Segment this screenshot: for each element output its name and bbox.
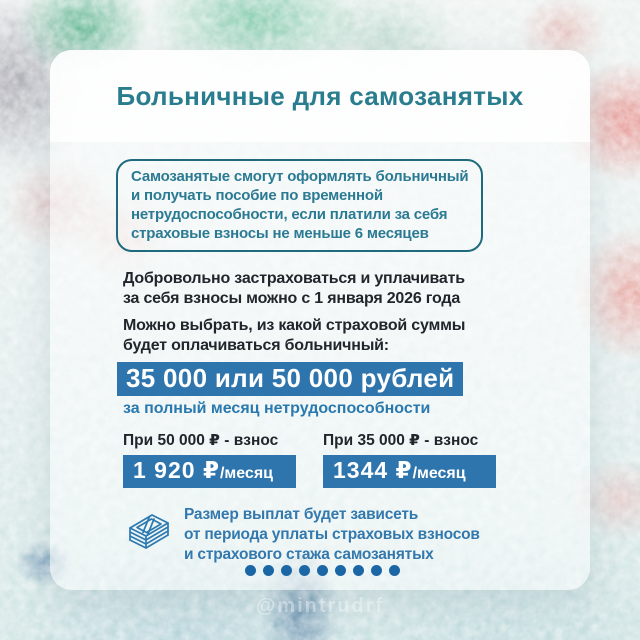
option-label: При 50 000 ₽ - взнос xyxy=(123,432,279,449)
voluntary-insurance-paragraph: Добровольно застраховаться и уплачивать за себя взносы можно с 1 января 2026 года xyxy=(123,270,465,307)
card-body xyxy=(50,142,590,590)
amount-suffix: /месяц xyxy=(412,465,466,482)
option-35000 xyxy=(323,431,496,488)
contribution-options xyxy=(123,431,522,488)
amount-value: 1 920 ₽ xyxy=(133,457,220,483)
sum-highlight-subtitle: за полный месяц нетрудоспособности xyxy=(123,400,431,417)
pagination-dot[interactable] xyxy=(263,565,274,576)
amount-suffix: /месяц xyxy=(219,465,273,482)
info-box-line: страховые взносы не меньше 6 месяцев xyxy=(131,225,429,242)
pagination-dots xyxy=(123,565,522,576)
pagination-dot[interactable] xyxy=(245,565,256,576)
option-amount-badge xyxy=(323,455,496,488)
payout-note xyxy=(123,505,522,565)
watermark: @mintrudrf xyxy=(255,595,385,617)
eligibility-info-box xyxy=(116,159,483,252)
payout-note-text: Размер выплат будет зависеть от периода уплаты страховых взносов и страхового стажа самозанятых xyxy=(184,506,480,563)
sum-choice-paragraph: Можно выбрать, из какой страховой суммы будет оплачиваться больничный: xyxy=(123,317,466,354)
option-50000 xyxy=(123,431,296,488)
pagination-dot[interactable] xyxy=(317,565,328,576)
pagination-dot[interactable] xyxy=(371,565,382,576)
sum-highlight: 35 000 или 50 000 рублей xyxy=(117,362,463,396)
option-label: При 35 000 ₽ - взнос xyxy=(323,432,479,449)
pagination-dot[interactable] xyxy=(299,565,310,576)
pagination-dot[interactable] xyxy=(335,565,346,576)
amount-value: 1344 ₽ xyxy=(333,457,413,483)
info-box-line: и получать пособие по временной xyxy=(131,187,383,204)
card-header xyxy=(50,50,590,142)
option-amount-badge xyxy=(123,455,296,488)
pagination-dot[interactable] xyxy=(281,565,292,576)
info-box-line: Самозанятые смогут оформлять больничный xyxy=(131,168,469,185)
page-title: Больничные для самозанятых xyxy=(116,80,524,111)
money-stack-icon xyxy=(123,508,171,559)
info-box-line: нетрудоспособности, если платили за себя xyxy=(131,206,448,223)
info-card xyxy=(50,50,590,590)
pagination-dot[interactable] xyxy=(389,565,400,576)
pagination-dot[interactable] xyxy=(353,565,364,576)
